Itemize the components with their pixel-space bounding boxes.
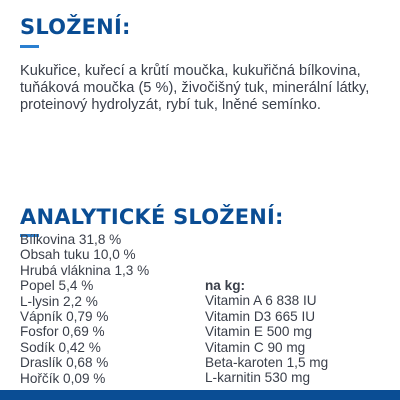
per-kg-subheading: na kg: [205,278,246,293]
additives-per-kg-list [205,278,328,386]
list-item: Vitamin C 90 mg [205,339,306,355]
list-item: Obsah tuku 10,0 % [20,247,136,263]
analytical-heading: ANALYTICKÉ SLOŽENÍ: [20,205,284,229]
list-item: Draslík 0,68 % [20,355,109,371]
analytical-components-list [20,232,149,386]
list-item: L-lysin 2,2 % [20,293,98,309]
list-item: Fosfor 0,69 % [20,324,105,340]
list-item: L-karnitin 530 mg [205,370,311,386]
list-item: Hořčík 0,09 % [20,370,106,386]
heading-underline [20,45,39,48]
composition-heading: SLOŽENÍ: [20,15,131,39]
list-item: Beta-karoten 1,5 mg [205,355,329,371]
list-item: Vitamin D3 665 IU [205,308,316,324]
list-item: Popel 5,4 % [20,278,94,294]
list-item: Sodík 0,42 % [20,339,101,355]
list-item: Vitamin E 500 mg [205,324,313,340]
list-item: Hrubá vláknina 1,3 % [20,262,150,278]
footer-band [0,390,400,400]
composition-text: Kukuřice, kuřecí a krůtí moučka, kukuřičná bílkovina, tuňáková moučka (5 %), živočišný tuk, minerální látky, proteinový hydrolyzát, rybí tuk, lněné semínko. [20,63,370,113]
list-item: Bílkovina 31,8 % [20,232,122,247]
list-item: Vápník 0,79 % [20,309,109,325]
list-item: Vitamin A 6 838 IU [205,293,317,309]
